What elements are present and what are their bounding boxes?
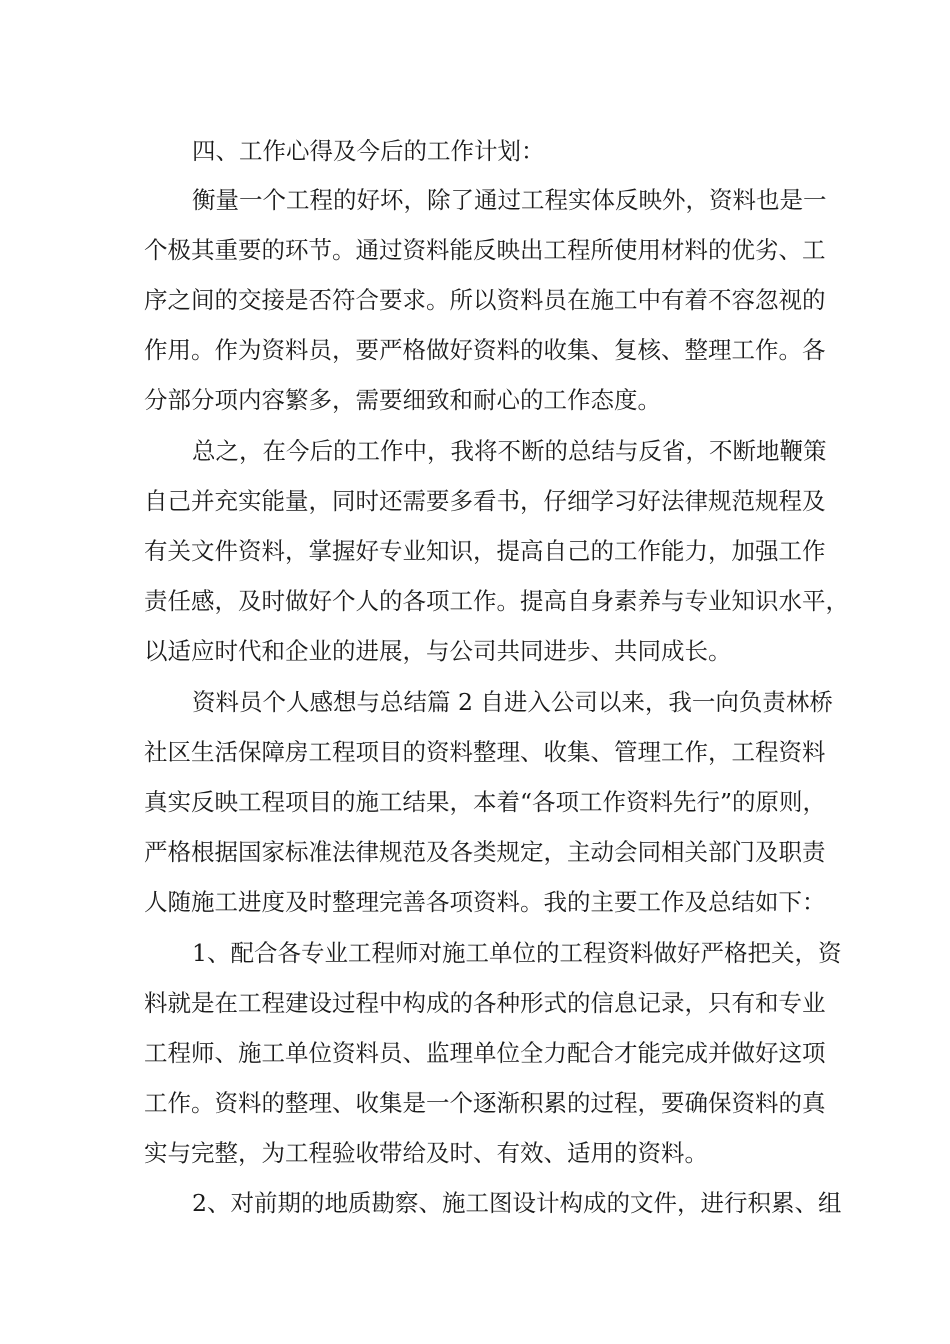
paragraph-line: 资料员个人感想与总结篇 2 自进入公司以来，我一向负责林桥 — [192, 688, 833, 716]
paragraph-line: 2、对前期的地质勘察、施工图设计构成的文件，进行积累、组 — [192, 1189, 842, 1217]
paragraph-line: 衡量一个工程的好坏，除了通过工程实体反映外，资料也是一 — [192, 186, 827, 214]
paragraph-line: 工作。资料的整理、收集是一个逐渐积累的过程，要确保资料的真 — [144, 1089, 826, 1117]
paragraph-line: 自己并充实能量，同时还需要多看书，仔细学习好法律规范规程及 — [144, 487, 826, 515]
paragraph-line: 料就是在工程建设过程中构成的各种形式的信息记录，只有和专业 — [144, 989, 826, 1017]
paragraph-line: 个极其重要的环节。通过资料能反映出工程所使用材料的优劣、工 — [144, 236, 826, 264]
section-heading: 四、工作心得及今后的工作计划： — [192, 137, 545, 165]
paragraph-line: 以适应时代和企业的进展，与公司共同进步、共同成长。 — [144, 637, 732, 665]
paragraph-line: 总之，在今后的工作中，我将不断的总结与反省，不断地鞭策 — [192, 437, 827, 465]
paragraph-line: 有关文件资料，掌握好专业知识，提高自己的工作能力，加强工作 — [144, 537, 826, 565]
paragraph-line: 工程师、施工单位资料员、监理单位全力配合才能完成并做好这项 — [144, 1039, 826, 1067]
paragraph-line: 责任感，及时做好个人的各项工作。提高自身素养与专业知识水平， — [144, 587, 849, 615]
paragraph-line: 社区生活保障房工程项目的资料整理、收集、管理工作，工程资料 — [144, 738, 826, 766]
paragraph-line: 人随施工进度及时整理完善各项资料。我的主要工作及总结如下： — [144, 888, 826, 916]
paragraph-line: 实与完整，为工程验收带给及时、有效、适用的资料。 — [144, 1139, 708, 1167]
paragraph-line: 严格根据国家标准法律规范及各类规定，主动会同相关部门及职责 — [144, 838, 826, 866]
paragraph-line: 分部分项内容繁多，需要细致和耐心的工作态度。 — [144, 386, 661, 414]
paragraph-line: 真实反映工程项目的施工结果，本着“各项工作资料先行”的原则， — [144, 788, 827, 816]
paragraph-line: 序之间的交接是否符合要求。所以资料员在施工中有着不容忽视的 — [144, 286, 826, 314]
paragraph-line: 作用。作为资料员，要严格做好资料的收集、复核、整理工作。各 — [144, 336, 826, 364]
paragraph-line: 1、配合各专业工程师对施工单位的工程资料做好严格把关，资 — [192, 939, 842, 967]
